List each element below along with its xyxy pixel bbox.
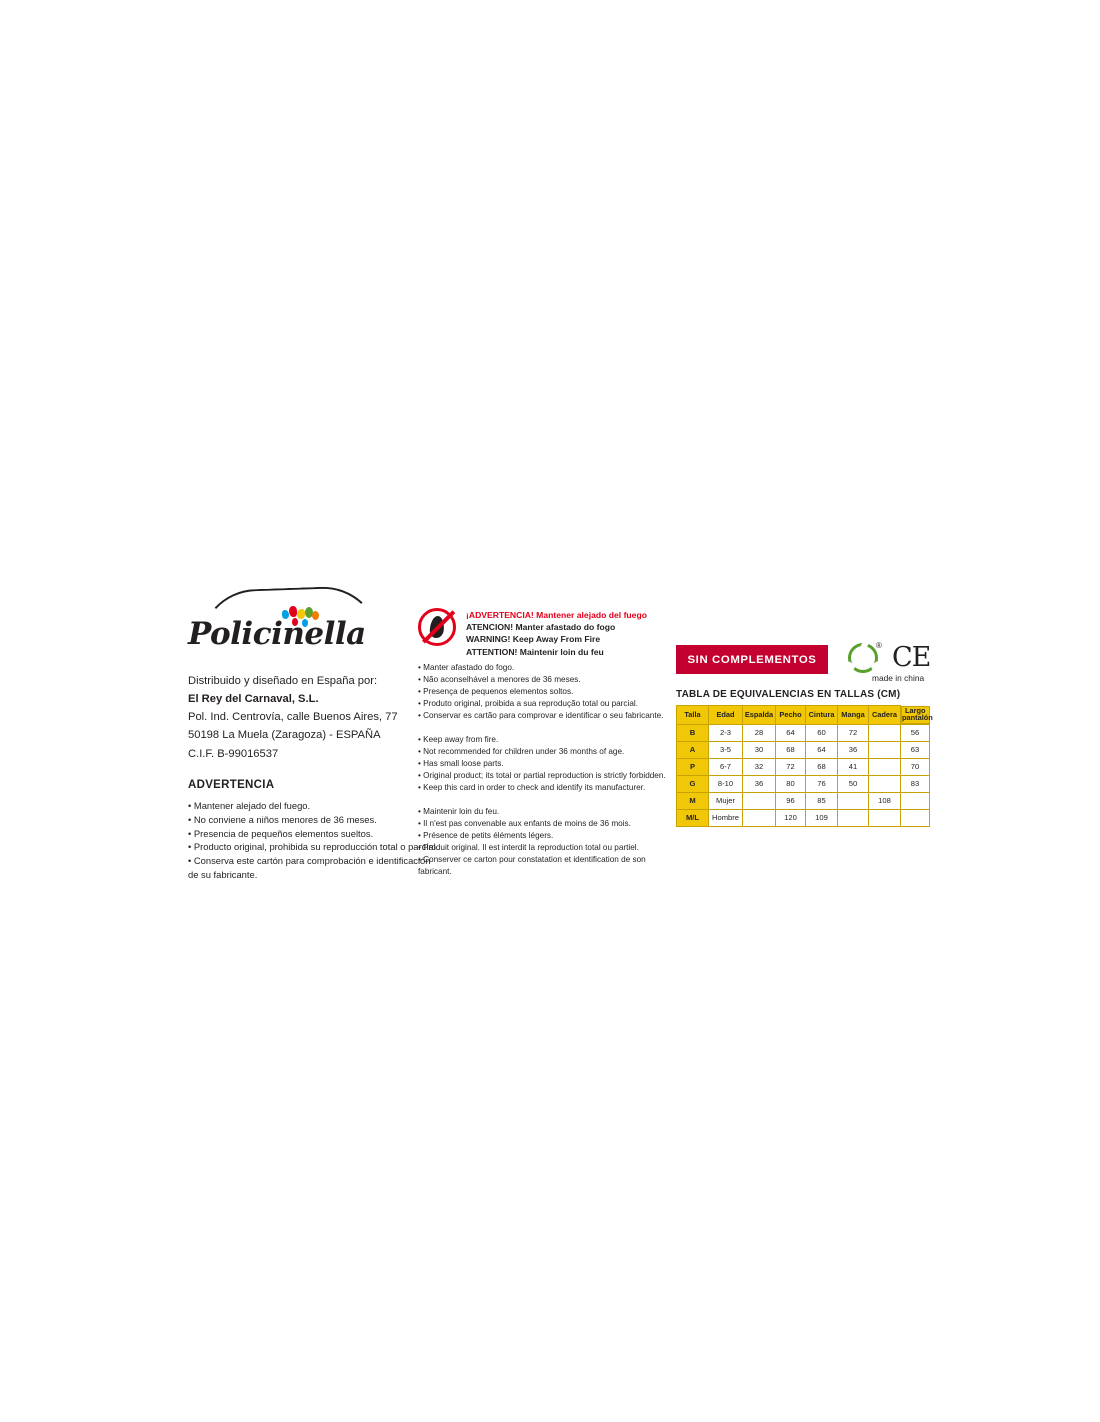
cell-espalda: 28 [743,724,776,741]
multilingual-warning-block [418,608,666,878]
list-item: • Presencia de pequeños elementos sueltos. [188,827,374,839]
cell-espalda: 36 [743,775,776,792]
warning-header-lines [466,609,647,658]
cell-manga: 41 [838,758,869,775]
company-intro: Distribuido y diseñado en España por: [188,675,378,687]
column-header: Cintura [806,706,838,725]
cell-largo: 56 [901,724,930,741]
table-row [677,724,930,741]
table-row [677,775,930,792]
cell-pecho: 120 [776,809,806,826]
list-item: • Presença de pequenos elementos soltos. [418,686,574,696]
cell-pecho: 80 [776,775,806,792]
cell-edad: 6-7 [709,758,743,775]
column-header: Talla [677,706,709,725]
cell-edad: Hombre [709,809,743,826]
cell-edad: Mujer [709,792,743,809]
list-item: • Not recommended for children under 36 months of age. [418,746,625,756]
list-item: • Conserver ce carton pour constatation et identification de son fabricant. [418,854,646,876]
list-item: • Maintenir loin du feu. [418,806,500,816]
ce-mark-icon: CE [892,642,931,673]
cell-pecho: 96 [776,792,806,809]
cell-size: A [677,741,709,758]
cell-cintura: 60 [806,724,838,741]
no-fire-icon [418,608,460,650]
column-header: Largo pantalón [902,705,933,723]
list-item: • Produit original. Il est interdit la reproduction total ou partiel. [418,842,639,852]
cell-pecho: 72 [776,758,806,775]
list-item: • Manter afastado do fogo. [418,663,515,672]
company-cif: C.I.F. B-99016537 [188,747,279,760]
column-header: Manga [838,706,869,725]
warning-header [418,608,648,656]
brand-name: Policinella [188,616,366,652]
list-item: • Has small loose parts. [418,758,504,768]
list-item: • Original product; its total or partial reproduction is strictly forbidden. [418,770,666,780]
cell-manga: 36 [838,741,869,758]
cell-cadera [869,758,901,775]
cell-largo [901,809,930,826]
cell-cadera [869,775,901,792]
cell-manga: 50 [838,775,869,792]
cell-pecho: 68 [776,741,806,758]
column-header: Cadera [869,706,901,725]
cell-espalda: 30 [743,741,776,758]
advertencia-bullets [188,799,438,882]
list-item: • Conservar es cartão para comprovar e identificar o seu fabricante. [418,710,664,720]
cell-cintura: 64 [806,741,838,758]
cell-size: M/L [677,809,709,826]
cell-espalda [743,792,776,809]
column-header: Edad [709,706,743,725]
list-item: • Conserva este cartón para comprobación e identificación de su fabricante. [188,855,431,881]
table-row [677,809,930,826]
cell-pecho: 64 [776,724,806,741]
list-item: • Mantener alejado del fuego. [188,799,311,811]
warning-list-pt [418,662,664,722]
list-item: • No conviene a niños menores de 36 meses. [188,813,377,825]
cell-manga [838,792,869,809]
cell-espalda [743,809,776,826]
table-row [677,792,930,809]
list-item: • Keep away from fire. [418,734,499,744]
list-item: • Présence de petits éléments légers. [418,830,554,840]
warning-list-en [418,734,666,794]
cell-cintura: 109 [806,809,838,826]
registered-mark-icon: ® [876,641,882,650]
list-item: • Il n'est pas convenable aux enfants de moins de 36 mois. [418,818,631,828]
cell-size: M [677,792,709,809]
warning-line-fr: ATTENTION! Maintenir loin du feu [466,646,604,657]
company-address-line-1: Pol. Ind. Centrovía, calle Buenos Aires, 77 [188,711,398,724]
cell-largo: 70 [901,758,930,775]
company-address-line-2: 50198 La Muela (Zaragoza) - ESPAÑA [188,729,381,742]
cell-size: B [677,724,709,741]
company-name: El Rey del Carnaval, S.L. [188,693,319,706]
cell-cadera: 108 [869,792,901,809]
list-item: • Producto original, prohibida su reproducción total o parcial. [188,841,439,853]
status-badge: SIN COMPLEMENTOS [676,645,828,674]
cell-largo: 63 [901,741,930,758]
cell-edad: 2-3 [709,724,743,741]
cell-largo [901,792,930,809]
column-header: Espalda [743,706,776,725]
brand-logo [188,588,388,656]
size-equivalence-table [676,705,933,827]
cell-cadera [869,809,901,826]
cell-edad: 3-5 [709,741,743,758]
cell-cadera [869,724,901,741]
size-table-title: TABLA DE EQUIVALENCIAS EN TALLAS (CM) [676,689,901,700]
cell-largo: 83 [901,775,930,792]
sizes-and-marks-block [676,641,946,827]
list-item: • Não aconselhável a menores de 36 meses. [418,674,581,684]
cell-edad: 8-10 [709,775,743,792]
cell-cintura: 76 [806,775,838,792]
cell-cintura: 85 [806,792,838,809]
advertencia-title: ADVERTENCIA [188,778,275,791]
cell-size: P [677,758,709,775]
warning-line-pt: ATENCION! Manter afastado do fogo [466,622,616,633]
warning-line-en: WARNING! Keep Away From Fire [466,634,601,645]
cell-manga: 72 [838,724,869,741]
cell-cadera [869,741,901,758]
warning-list-fr [418,806,648,878]
table-header-row [677,706,930,725]
company-address [188,672,438,763]
badge-row [676,641,946,683]
table-row [677,741,930,758]
cell-manga [838,809,869,826]
cell-size: G [677,775,709,792]
cell-cintura: 68 [806,758,838,775]
made-in-label: made in china [872,673,925,683]
cell-espalda: 32 [743,758,776,775]
brand-and-company-block [188,588,438,882]
column-header: Pecho [776,706,806,725]
table-row [677,758,930,775]
list-item: • Produto original, proibida a sua reprodução total ou parcial. [418,698,638,708]
warning-line-es: ¡ADVERTENCIA! Mantener alejado del fuego [466,610,647,620]
list-item: • Keep this card in order to check and identify its manufacturer. [418,782,646,792]
